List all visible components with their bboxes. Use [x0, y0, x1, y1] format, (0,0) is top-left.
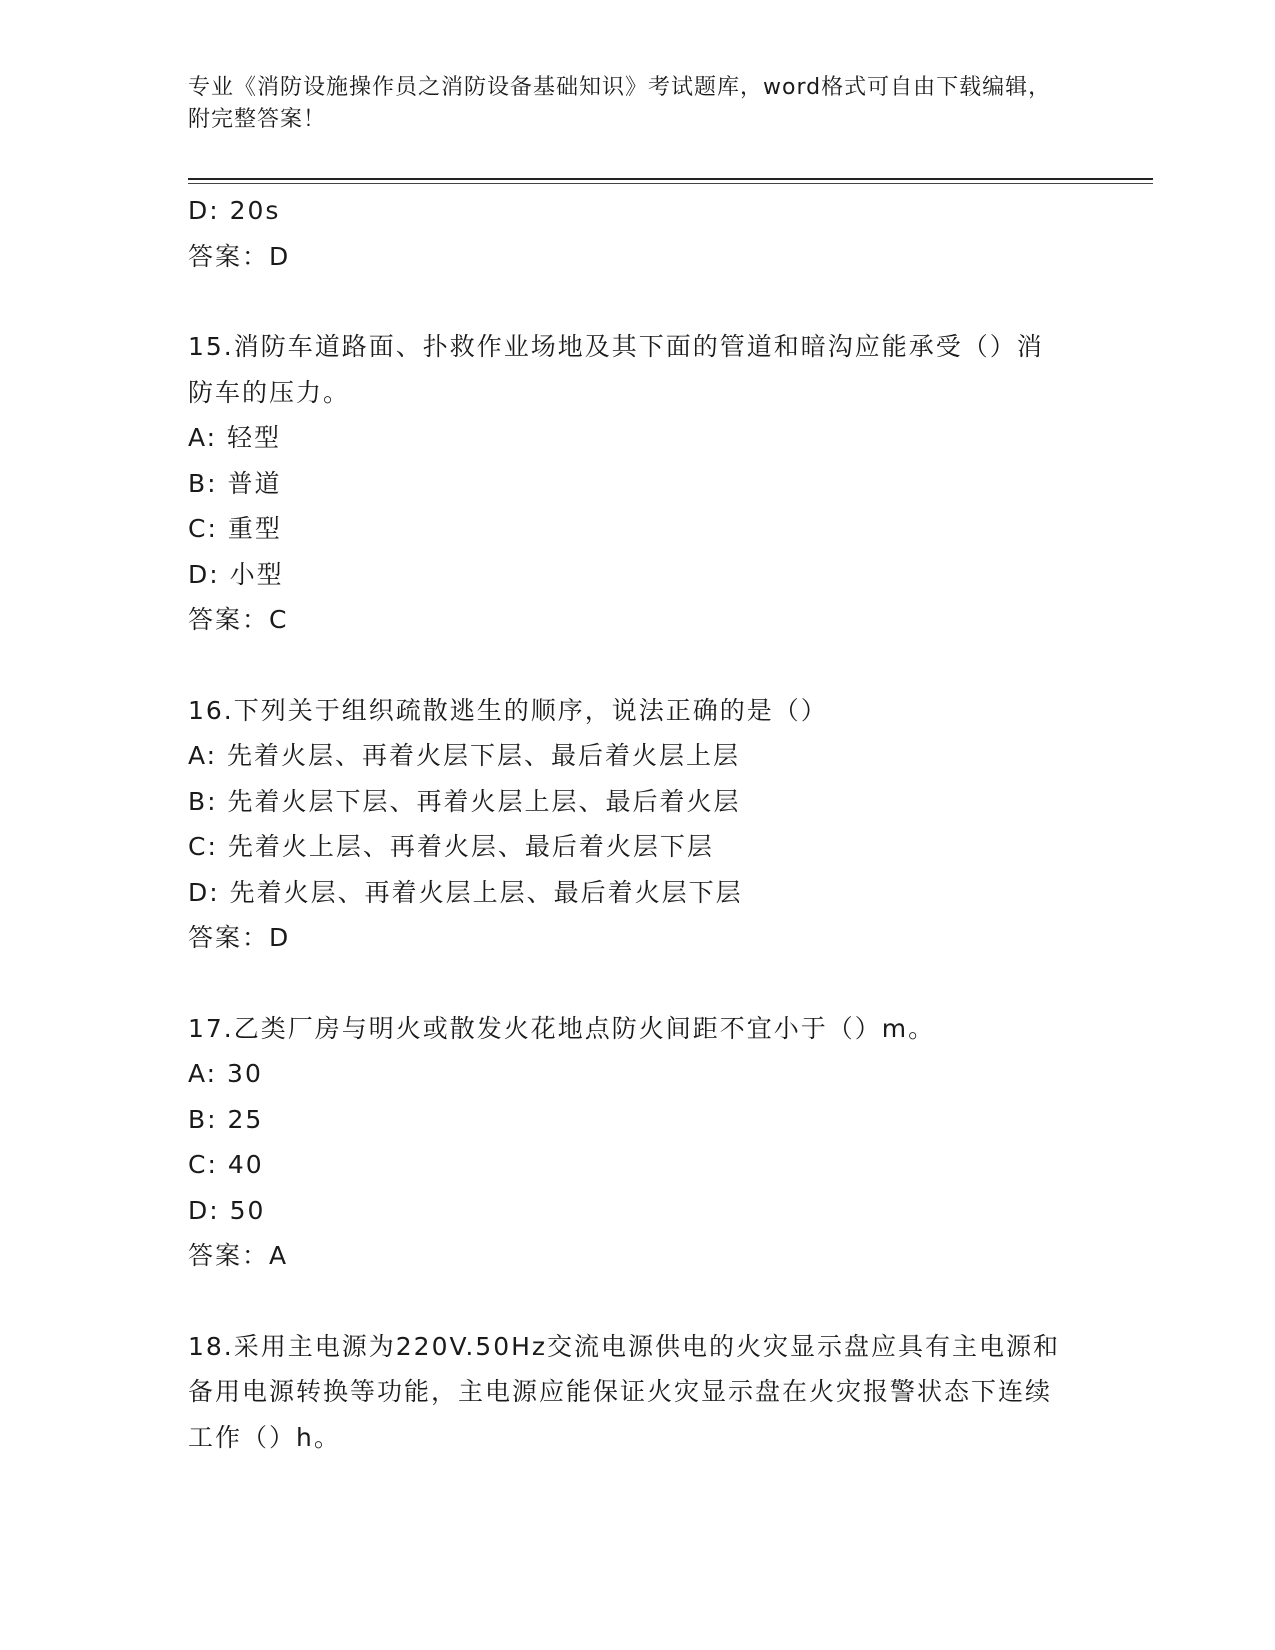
header-divider-thick [188, 178, 1153, 180]
option-c: C: 40 [188, 1150, 264, 1179]
question-list [188, 188, 1088, 1460]
option-b: B: 25 [188, 1104, 264, 1134]
option-d: D: 50 [188, 1195, 266, 1225]
question-18-stem: 18.采用主电源为220V.50Hz交流电源供电的火灾显示盘应具有主电源和备用电源转换等功能，主电源应能保证火灾显示盘在火灾报警状态下连续工作（）h。 [188, 1331, 1061, 1452]
page-header: 专业《消防设施操作员之消防设备基础知识》考试题库，word格式可自由下载编辑，附完整答案！ [188, 75, 1052, 132]
option-b: B: 普道 [188, 468, 282, 498]
option-a: A: 30 [188, 1059, 263, 1088]
option-a: A: 先着火层、再着火层下层、最后着火层上层 [188, 741, 741, 770]
question-15-stem: 15.消防车道路面、扑救作业场地及其下面的管道和暗沟应能承受（）消防车的压力。 [188, 332, 1044, 407]
answer-line: 答案：D [188, 241, 291, 271]
answer-line: 答案：A [188, 1241, 289, 1270]
option-c: C: 重型 [188, 514, 282, 543]
answer-line: 答案：C [188, 605, 289, 634]
answer-line: 答案：D [188, 923, 291, 952]
option-c: C: 先着火上层、再着火层、最后着火层下层 [188, 832, 714, 861]
option-b: B: 先着火层下层、再着火层上层、最后着火层 [188, 786, 741, 816]
question-17-stem: 17.乙类厂房与明火或散发火花地点防火间距不宜小于（）m。 [188, 1013, 936, 1043]
option-d: D: 20s [188, 196, 281, 225]
header-divider-thin [188, 183, 1153, 184]
option-d: D: 先着火层、再着火层上层、最后着火层下层 [188, 877, 743, 907]
option-d: D: 小型 [188, 559, 284, 589]
question-16-stem: 16.下列关于组织疏散逃生的顺序，说法正确的是（） [188, 695, 828, 725]
option-a: A: 轻型 [188, 423, 282, 452]
